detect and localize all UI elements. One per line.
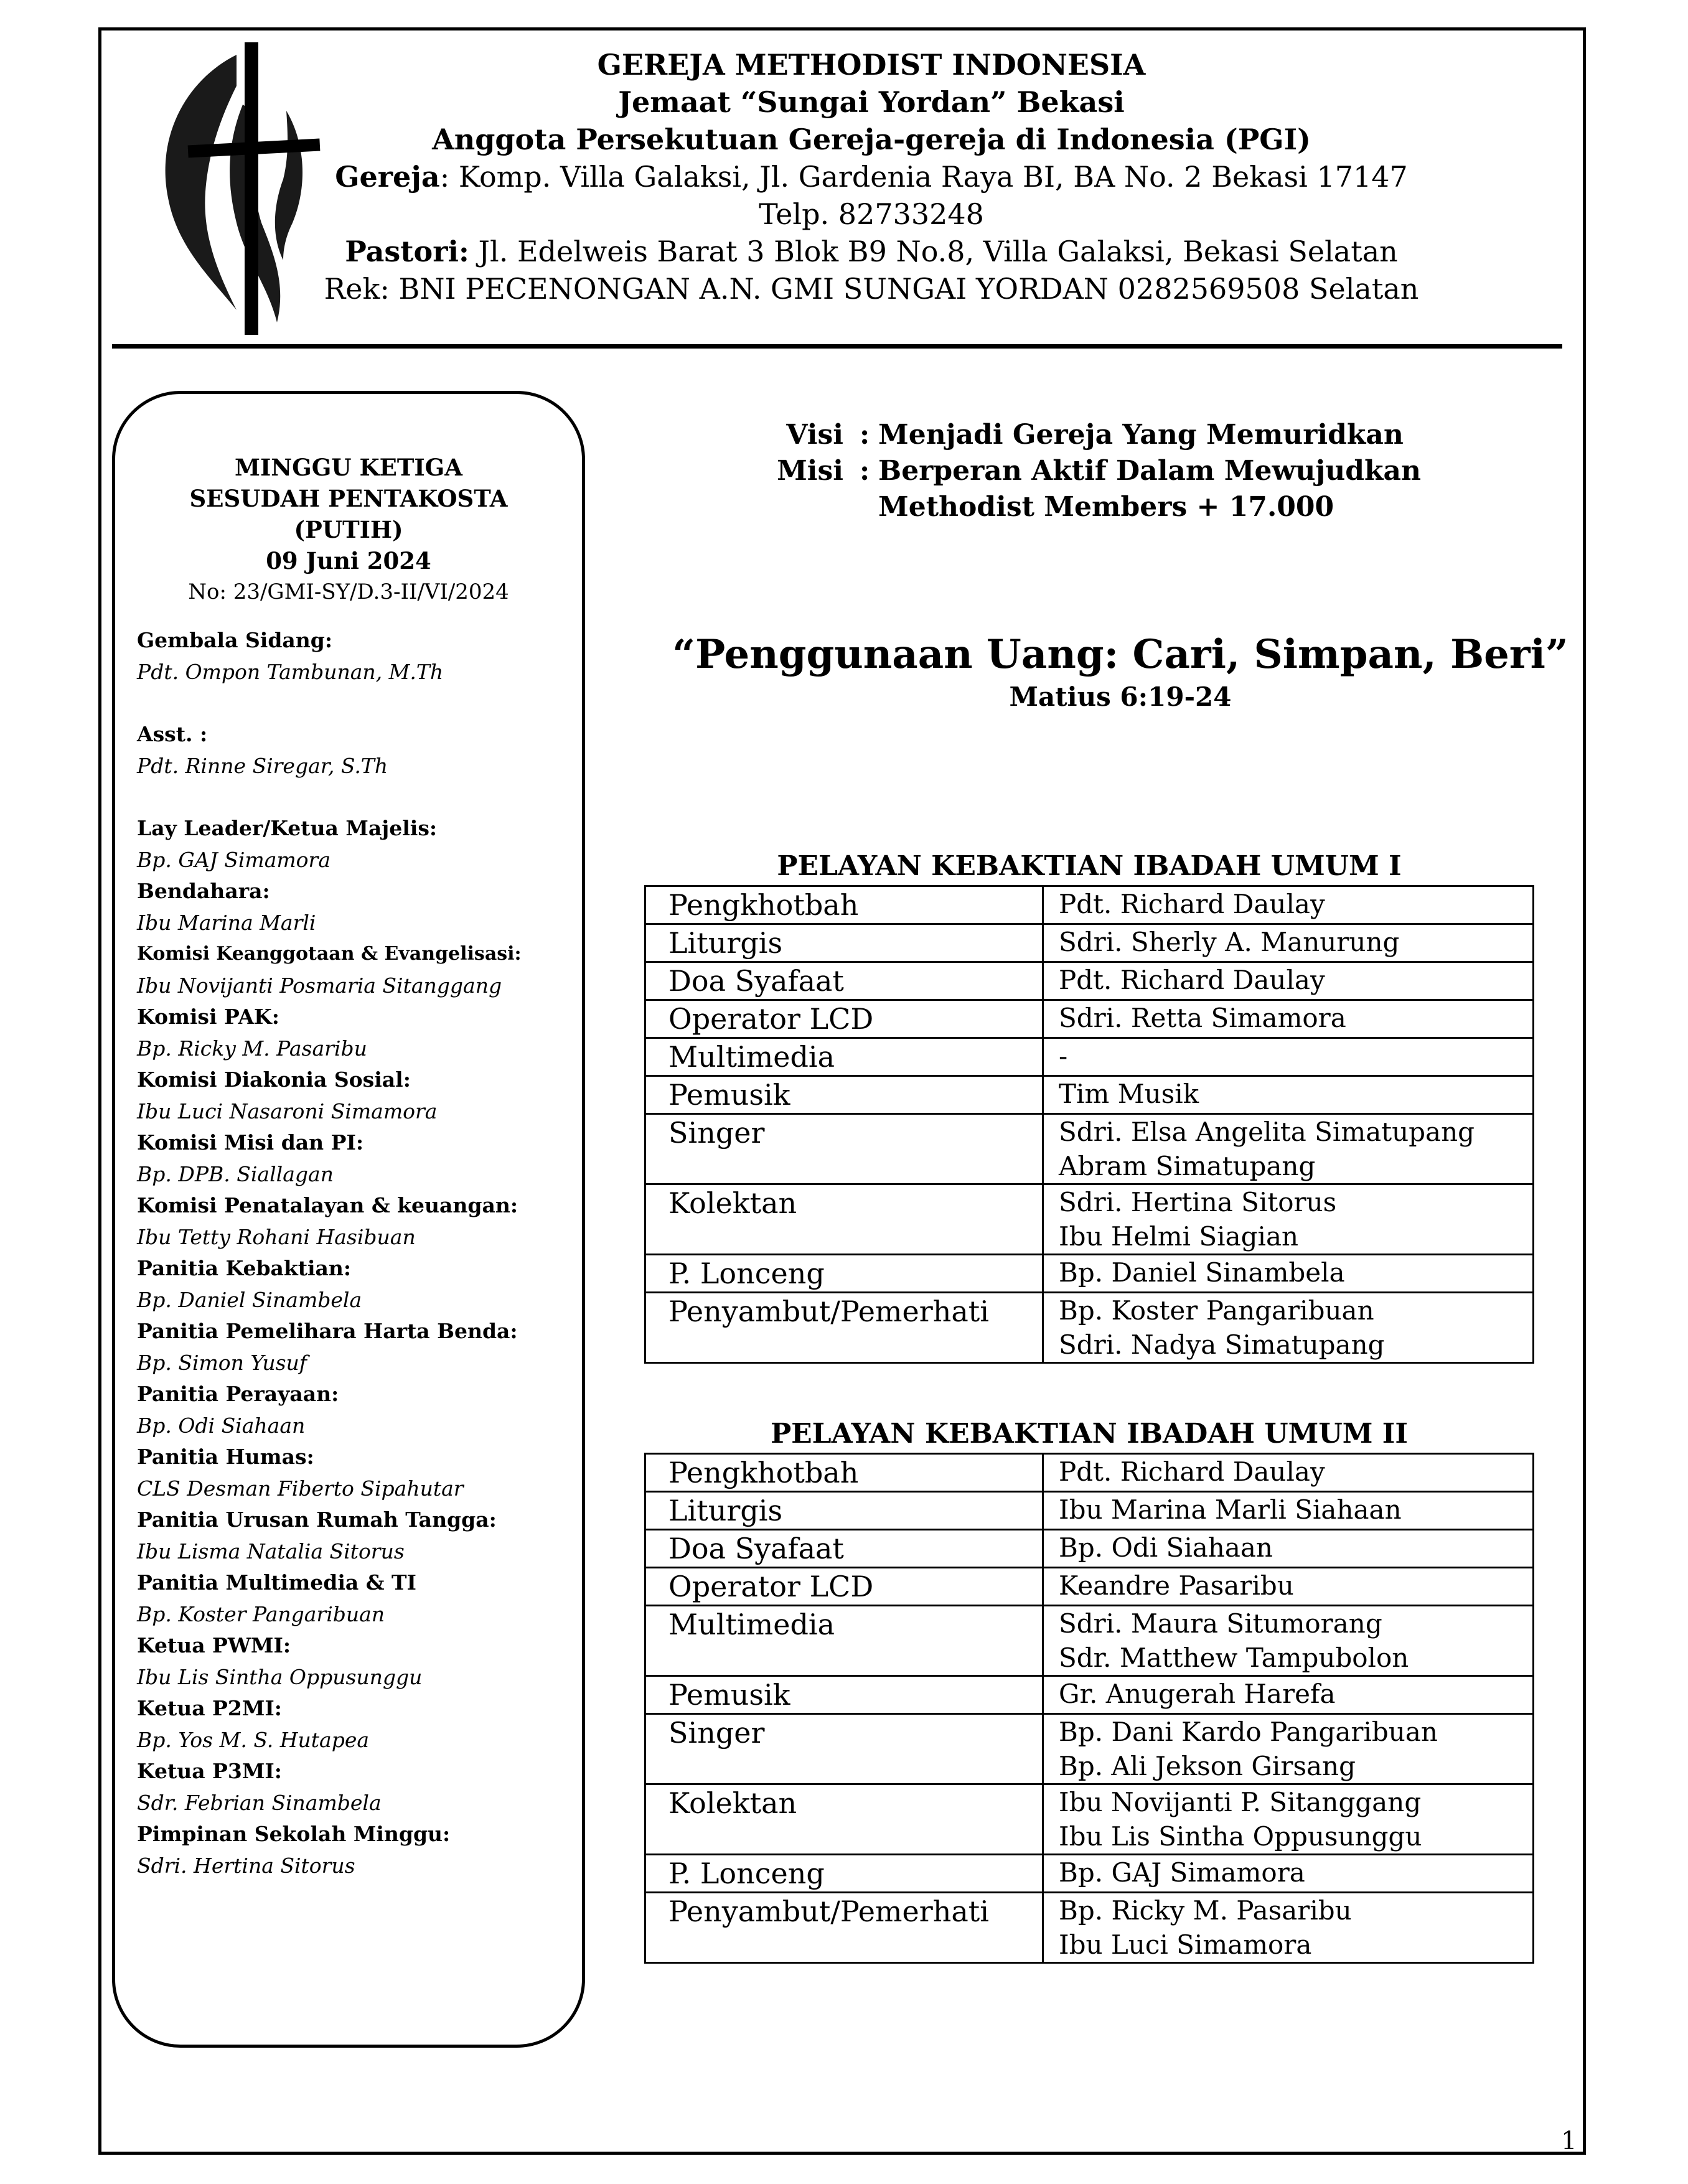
list-item: Komisi Misi dan PI: Bp. DPB. Siallagan	[137, 1130, 364, 1186]
mission-label: Misi	[777, 455, 843, 487]
table-row: Liturgis Sdri. Sherly A. Manurung	[645, 924, 1534, 962]
vision-label: Visi	[786, 419, 843, 451]
vision-row	[756, 417, 1565, 453]
list-item: Komisi Keanggotaan & Evangelisasi: Ibu Novijanti Posmaria Sitanggang	[137, 943, 522, 998]
table-row: Doa Syafaat Bp. Odi Siahaan	[645, 1530, 1534, 1568]
bank-account: Rek: BNI PECENONGAN A.N. GMI SUNGAI YORDAN 0282569508 Selatan	[324, 272, 1419, 306]
table-row: Penyambut/Pemerhati Bp. Ricky M. Pasaribu Ibu Luci Simamora	[645, 1893, 1534, 1963]
sermon-title: “Penggunaan Uang: Cari, Simpan, Beri”	[672, 631, 1568, 678]
table-row: Singer Bp. Dani Kardo Pangaribuan Bp. Ali Jekson Girsang	[645, 1714, 1534, 1784]
parsonage-address: Pastori: Jl. Edelweis Barat 3 Blok B9 No.8, Villa Galaksi, Bekasi Selatan	[345, 235, 1398, 268]
list-item: Komisi Penatalayan & keuangan: Ibu Tetty Rohani Hasibuan	[137, 1193, 518, 1249]
list-item: Lay Leader/Ketua Majelis: Bp. GAJ Simamora	[137, 816, 438, 872]
list-item: Ketua PWMI: Ibu Lis Sintha Oppusunggu	[137, 1633, 423, 1689]
liturgical-color: (PUTIH)	[294, 516, 403, 543]
service1-table	[644, 885, 1534, 1364]
list-item: Panitia Kebaktian: Bp. Daniel Sinambela	[137, 1256, 362, 1312]
service1-title: PELAYAN KEBAKTIAN IBADAH UMUM I	[777, 850, 1402, 882]
table-row: P. Lonceng Bp. GAJ Simamora	[645, 1855, 1534, 1893]
table-row: Operator LCD Keandre Pasaribu	[645, 1568, 1534, 1606]
church-phone: Telp. 82733248	[759, 197, 984, 231]
vision-text: Menjadi Gereja Yang Memuridkan	[878, 419, 1404, 451]
mission-colon: :	[860, 455, 870, 487]
list-item: Panitia Humas: CLS Desman Fiberto Sipahutar	[137, 1445, 464, 1501]
table-row: Kolektan Ibu Novijanti P. Sitanggang Ibu Lis Sintha Oppusunggu	[645, 1784, 1534, 1855]
page-number: 1	[1561, 2127, 1577, 2155]
vision-mission	[756, 417, 1565, 525]
table-row: Operator LCD Sdri. Retta Simamora	[645, 1000, 1534, 1038]
bulletin-number: No: 23/GMI-SY/D.3-II/VI/2024	[188, 579, 509, 604]
church-label: Gereja	[335, 160, 440, 194]
list-item: Asst. : Pdt. Rinne Siregar, S.Th	[137, 722, 388, 778]
bulletin-date: 09 Juni 2024	[266, 547, 431, 574]
table-row: Singer Sdri. Elsa Angelita Simatupang Abram Simatupang	[645, 1114, 1534, 1184]
church-name: GEREJA METHODIST INDONESIA	[597, 48, 1146, 82]
header-divider	[112, 344, 1562, 349]
list-item: Bendahara: Ibu Marina Marli	[137, 879, 316, 935]
table-row: Doa Syafaat Pdt. Richard Daulay	[645, 962, 1534, 1000]
list-item: Panitia Multimedia & TI Bp. Koster Pangaribuan	[137, 1570, 416, 1626]
congregation-name: Jemaat “Sungai Yordan” Bekasi	[618, 85, 1125, 119]
service2-table	[644, 1453, 1534, 1964]
mission-text-2: Methodist Members + 17.000	[878, 491, 1334, 523]
table-row: Multimedia -	[645, 1038, 1534, 1076]
table-row: Pemusik Tim Musik	[645, 1076, 1534, 1114]
sunday-line-2: SESUDAH PENTAKOSTA	[189, 485, 508, 512]
table-row: Multimedia Sdri. Maura Situmorang Sdr. Matthew Tampubolon	[645, 1606, 1534, 1676]
table-row: Pemusik Gr. Anugerah Harefa	[645, 1676, 1534, 1714]
list-item: Panitia Urusan Rumah Tangga: Ibu Lisma Natalia Sitorus	[137, 1507, 497, 1563]
parsonage-label: Pastori:	[345, 235, 469, 268]
list-item: Gembala Sidang: Pdt. Ompon Tambunan, M.Th	[137, 628, 444, 684]
table-row: Kolektan Sdri. Hertina Sitorus Ibu Helmi Siagian	[645, 1184, 1534, 1255]
liturgical-date	[115, 452, 582, 607]
table-row: Pengkhotbah Pdt. Richard Daulay	[645, 1454, 1534, 1492]
mission-row	[756, 453, 1565, 489]
list-item: Ketua P3MI: Sdr. Febrian Sinambela	[137, 1759, 382, 1815]
vision-colon: :	[860, 419, 870, 451]
staff-list	[137, 625, 573, 1882]
membership-line: Anggota Persekutuan Gereja-gereja di Indonesia (PGI)	[432, 123, 1311, 156]
list-item: Panitia Pemelihara Harta Benda: Bp. Simon Yusuf	[137, 1319, 518, 1375]
list-item: Komisi Diakonia Sosial: Ibu Luci Nasaroni Simamora	[137, 1067, 438, 1123]
list-item: Ketua P2MI: Bp. Yos M. S. Hutapea	[137, 1696, 370, 1752]
mission-text: Berperan Aktif Dalam Mewujudkan	[878, 455, 1422, 487]
sunday-line-1: MINGGU KETIGA	[235, 454, 462, 481]
table-row: Liturgis Ibu Marina Marli Siahaan	[645, 1492, 1534, 1530]
table-row: P. Lonceng Bp. Daniel Sinambela	[645, 1255, 1534, 1293]
table-row: Pengkhotbah Pdt. Richard Daulay	[645, 886, 1534, 924]
list-item: Pimpinan Sekolah Minggu: Sdri. Hertina Sitorus	[137, 1822, 451, 1878]
sermon-verse: Matius 6:19-24	[1009, 682, 1232, 712]
list-item: Komisi PAK: Bp. Ricky M. Pasaribu	[137, 1005, 367, 1061]
list-item: Panitia Perayaan: Bp. Odi Siahaan	[137, 1382, 339, 1438]
church-address: Gereja: Komp. Villa Galaksi, Jl. Gardenia Raya BI, BA No. 2 Bekasi 17147	[335, 160, 1408, 194]
table-row: Penyambut/Pemerhati Bp. Koster Pangaribuan Sdri. Nadya Simatupang	[645, 1293, 1534, 1363]
church-header	[268, 46, 1475, 307]
service2-title: PELAYAN KEBAKTIAN IBADAH UMUM II	[771, 1418, 1408, 1450]
